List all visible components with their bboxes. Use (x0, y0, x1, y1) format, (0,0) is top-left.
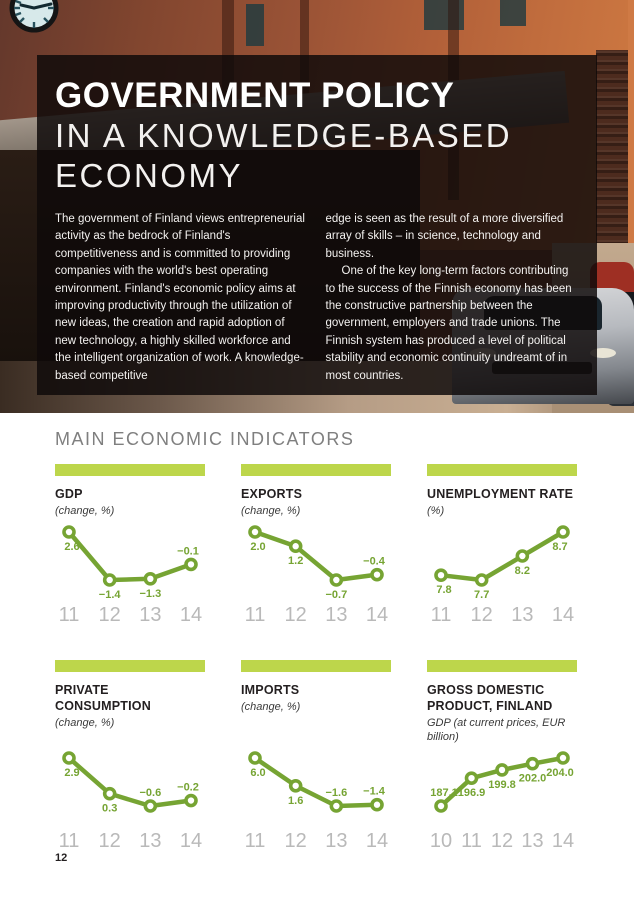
chart-card-exports (241, 464, 391, 626)
svg-text:−0.6: −0.6 (139, 787, 162, 799)
svg-text:7.7: 7.7 (474, 589, 490, 601)
accent-bar (427, 660, 577, 672)
accent-bar (427, 464, 577, 476)
page-title-light-line2: ECONOMY (55, 157, 244, 194)
section-heading: MAIN ECONOMIC INDICATORS (55, 429, 355, 449)
svg-text:204.0: 204.0 (546, 767, 574, 779)
svg-text:187.1: 187.1 (430, 787, 458, 799)
svg-text:14: 14 (365, 830, 389, 852)
chart-title: GROSS DOMESTIC PRODUCT, FINLAND (427, 683, 553, 713)
svg-text:−0.1: −0.1 (177, 545, 199, 558)
paragraph: The government of Finland views entrepreneurial activity as the bedrock of Finland's competitiveness and is committed to providing companies with the world's best operating environment. Finland's economic policy aims at improving productivity through the utilization of new ideas, the creation and rapid adoption of new technology, a highly skilled workforce and the intelligent organization of work. A knowledge-based competitive (55, 213, 305, 382)
chart-card-unemployment (427, 464, 577, 626)
svg-text:2.9: 2.9 (64, 767, 80, 779)
chart-title: GDP (55, 487, 83, 501)
svg-text:11: 11 (58, 604, 80, 626)
svg-text:12: 12 (470, 604, 493, 626)
title-panel (37, 55, 597, 395)
svg-text:10: 10 (429, 830, 453, 852)
svg-text:13: 13 (511, 604, 534, 626)
line-chart-gdp-finland (241, 744, 391, 852)
svg-text:14: 14 (551, 830, 575, 852)
chart-subtitle: (change, %) (55, 505, 115, 517)
svg-text:13: 13 (325, 830, 348, 852)
svg-text:1.6: 1.6 (288, 794, 304, 807)
chart-card-imports (241, 660, 391, 852)
svg-text:−0.4: −0.4 (363, 555, 385, 568)
chart-title: EXPORTS (241, 487, 303, 501)
page-title-light-line1: IN A KNOWLEDGE-BASED (55, 117, 513, 154)
svg-text:13: 13 (325, 604, 348, 626)
svg-text:13: 13 (139, 830, 162, 852)
svg-text:7.8: 7.8 (436, 584, 452, 597)
chart-subtitle: (change, %) (55, 717, 115, 729)
chart-subtitle: (change, %) (241, 701, 301, 713)
svg-text:−1.3: −1.3 (139, 587, 162, 600)
paragraph: One of the key long-term factors contributing to the success of the Finnish economy has been the constructive partnership between the government, employers and trade unions. The Finnish system has produced a level of political stability and economic continuity undreamt of in most countries. (325, 265, 572, 382)
paragraph: edge is seen as the result of a more diversified array of skills – in science, technology and business. (325, 213, 564, 260)
svg-text:0.3: 0.3 (102, 802, 118, 815)
svg-text:12: 12 (284, 604, 307, 626)
line-chart-gross-domestic-product (427, 744, 577, 852)
photo-window (500, 0, 526, 26)
svg-text:−0.2: −0.2 (177, 781, 199, 794)
svg-text:11: 11 (244, 830, 266, 852)
chart-subtitle: (change, %) (241, 505, 301, 517)
svg-text:2.6: 2.6 (64, 541, 80, 553)
svg-text:11: 11 (430, 604, 452, 626)
chart-card-private-consumption (55, 660, 205, 852)
station-clock-icon (8, 0, 60, 34)
header-photo (0, 0, 634, 413)
body-text-column-left (55, 211, 309, 385)
svg-text:196.9: 196.9 (457, 787, 486, 800)
svg-text:1.2: 1.2 (288, 555, 304, 568)
svg-text:14: 14 (179, 604, 203, 626)
svg-text:−1.6: −1.6 (325, 787, 348, 799)
svg-text:11: 11 (461, 830, 482, 852)
body-text-column-right (326, 211, 580, 385)
chart-subtitle: (%) (427, 505, 445, 517)
svg-text:11: 11 (244, 604, 266, 626)
svg-text:13: 13 (521, 830, 544, 852)
accent-bar (55, 464, 205, 476)
svg-text:11: 11 (58, 830, 80, 852)
chart-title: PRIVATE CONSUMPTION (55, 683, 151, 713)
photo-window (246, 4, 264, 46)
photo-brick-tower (596, 50, 628, 272)
body-text-columns (55, 211, 579, 385)
svg-text:6.0: 6.0 (250, 767, 266, 779)
svg-text:8.2: 8.2 (514, 565, 530, 577)
accent-bar (241, 464, 391, 476)
chart-title: UNEMPLOYMENT RATE (427, 487, 574, 501)
svg-text:8.7: 8.7 (552, 541, 568, 553)
indicator-charts-grid (55, 464, 634, 852)
svg-text:12: 12 (98, 830, 121, 852)
chart-card-gdp (55, 464, 205, 626)
svg-text:12: 12 (490, 830, 514, 852)
chart-subtitle: GDP (at current prices, EUR billion) (427, 717, 566, 743)
svg-text:−1.4: −1.4 (98, 589, 121, 601)
svg-text:12: 12 (284, 830, 307, 852)
accent-bar (241, 660, 391, 672)
svg-text:14: 14 (551, 604, 575, 626)
svg-text:14: 14 (179, 830, 203, 852)
line-chart-exports (241, 518, 391, 626)
chart-title: IMPORTS (241, 683, 300, 697)
svg-text:202.0: 202.0 (518, 772, 547, 785)
svg-text:−1.4: −1.4 (363, 785, 385, 798)
line-chart-gdp (55, 518, 205, 626)
svg-text:199.8: 199.8 (488, 778, 516, 791)
svg-text:−0.7: −0.7 (325, 589, 348, 601)
svg-text:13: 13 (139, 604, 162, 626)
page-title-bold: GOVERNMENT POLICY (55, 76, 455, 115)
svg-text:2.0: 2.0 (250, 541, 266, 553)
page-number: 12 (55, 852, 68, 864)
chart-card-gross-domestic-product (427, 660, 577, 852)
line-chart-unemployment (427, 518, 577, 626)
line-chart-private-consumption (55, 744, 205, 852)
accent-bar (55, 660, 205, 672)
svg-text:12: 12 (98, 604, 121, 626)
svg-text:14: 14 (365, 604, 389, 626)
